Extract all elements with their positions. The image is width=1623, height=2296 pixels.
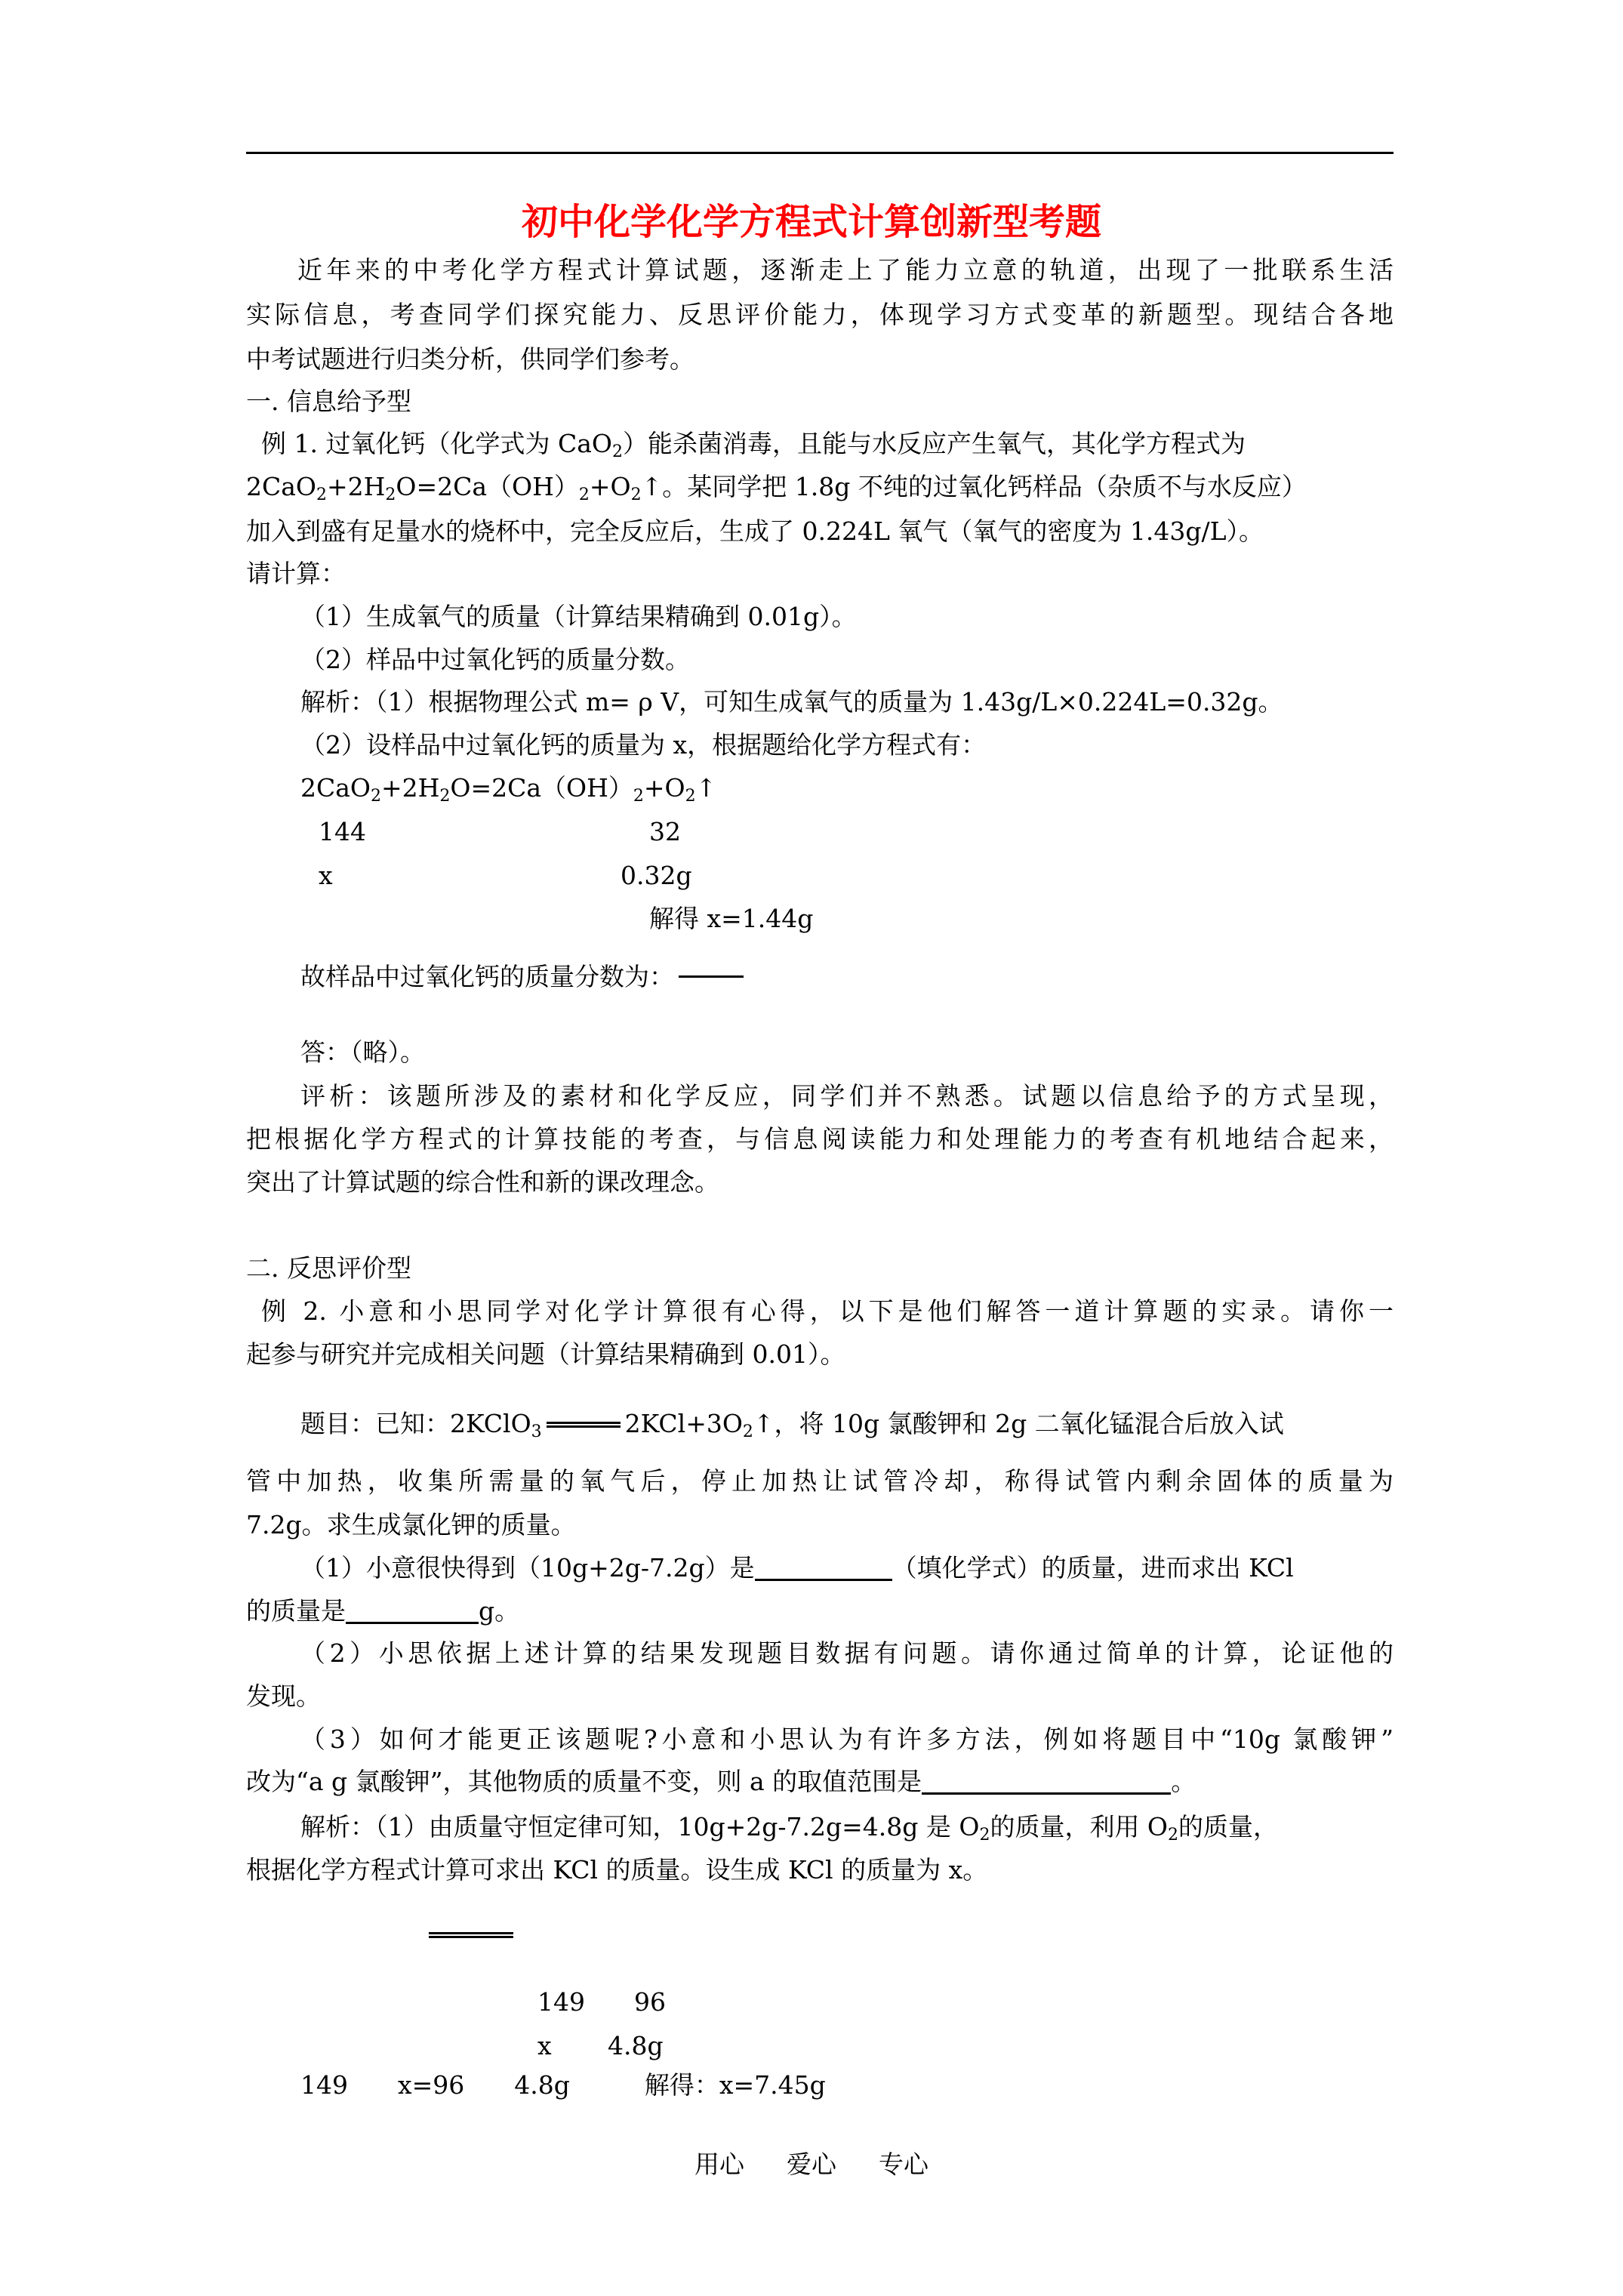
solved-value: 解得 x=1.44g (649, 904, 814, 933)
example2-line-1: 例 2. 小意和小思同学对化学计算很有心得，以下是他们解答一道计算题的实录。请你一 (261, 1296, 1394, 1326)
ratio-right-1: 32 (649, 817, 681, 846)
example1-line-1: 例 1. 过氧化钙（化学式为 CaO$_2$）能杀菌消毒，且能与水反应产生氧气，其化学方程式为 (261, 429, 1246, 461)
reaction-condition-bar-2 (429, 1932, 513, 1938)
q2-line-1: （2）小思依据上述计算的结果发现题目数据有问题。请你通过简单的计算，论证他的 (300, 1638, 1394, 1668)
page-footer (0, 2148, 1623, 2181)
reaction-condition-bar (547, 1422, 621, 1428)
footer-word-2: 爱心 (787, 2150, 836, 2179)
intro-line-1: 近年来的中考化学方程式计算试题，逐渐走上了能力立意的轨道，出现了一批联系生活 (297, 255, 1394, 285)
q1-line-2: 的质量是 g。 (246, 1596, 520, 1626)
problem-line-1: 题目：已知：2KClO$_3$ $2KCl+3O_2↑$，将 10g 氯酸钾和 2g 二氧化锰混合后放入试 (300, 1409, 1284, 1441)
q1-line-1: （1）小意很快得到（10g+2g-7.2g）是 （填化学式）的质量，进而求出 KCl (300, 1553, 1294, 1583)
header-rule (246, 152, 1394, 154)
mass-fraction-line: 故样品中过氧化钙的质量分数为： (300, 960, 744, 994)
final-calculation: 149 x=96 4.8g 解得：x=7.45g (300, 2070, 826, 2100)
fraction-bar (679, 975, 744, 978)
ratio-left-2: x (319, 861, 333, 890)
footer-word-3: 专心 (879, 2150, 929, 2179)
intro-line-3: 中考试题进行归类分析，供同学们参考。 (246, 344, 694, 374)
mass-ratio-left-2: x (537, 2031, 552, 2060)
section2-heading: 二. 反思评价型 (246, 1253, 411, 1283)
solution-line-2: （2）设样品中过氧化钙的质量为 x，根据题给化学方程式有： (300, 730, 987, 760)
reaction-equation: $2CaO_2+2H_2O=2Ca(OH)_2+O_2↑$ (300, 773, 717, 806)
problem-line-2: 管中加热，收集所需量的氧气后，停止加热让试管冷却，称得试管内剩余固体的质量为 (246, 1466, 1394, 1496)
example1-line-4: 请计算： (246, 559, 346, 588)
example2-line-2: 起参与研究并完成相关问题（计算结果精确到 0.01）。 (246, 1339, 845, 1369)
ratio-right-2: 0.32g (621, 861, 692, 890)
example1-line-3: 加入到盛有足量水的烧杯中，完全反应后，生成了 0.224L 氧气（氧气的密度为 1.43g/L）。 (246, 516, 1264, 546)
example1-equation-line: $2CaO_2+2H_2O=2Ca(OH)_2+O_2↑$。某同学把 1.8g 不纯的过氧化钙样品（杂质不与水反应） (246, 472, 1307, 504)
mass-ratio-right-2: 4.8g (608, 2031, 664, 2060)
comment-line-3: 突出了计算试题的综合性和新的课改理念。 (246, 1167, 719, 1197)
intro-line-2: 实际信息，考查同学们探究能力、反思评价能力，体现学习方式变革的新题型。现结合各地 (246, 300, 1394, 329)
question2: （2）样品中过氧化钙的质量分数。 (300, 645, 690, 674)
section1-heading: 一. 信息给予型 (246, 387, 411, 416)
q3-line-2: 改为“a g 氯酸钾”，其他物质的质量不变，则 a 的取值范围是 。 (246, 1767, 1196, 1796)
analysis-line-2: 根据化学方程式计算可求出 KCl 的质量。设生成 KCl 的质量为 x。 (246, 1855, 988, 1885)
problem-line-3: 7.2g。求生成氯化钾的质量。 (246, 1510, 576, 1539)
ratio-left-1: 144 (319, 817, 366, 846)
comment-line-2: 把根据化学方程式的计算技能的考查，与信息阅读能力和处理能力的考查有机地结合起来， (246, 1124, 1394, 1154)
analysis-line-1: 解析：（1）由质量守恒定律可知，10g+2g-7.2g=4.8g 是 $O_2$的质量，利用 $O_2$的质量， (300, 1812, 1278, 1845)
question1: （1）生成氧气的质量（计算结果精确到 0.01g）。 (300, 602, 857, 631)
comment-line-1: 评析：该题所涉及的素材和化学反应，同学们并不熟悉。试题以信息给予的方式呈现， (300, 1081, 1394, 1111)
q3-line-1: （3）如何才能更正该题呢?小意和小思认为有许多方法，例如将题目中“10g 氯酸钾” (300, 1724, 1394, 1754)
answer-blank-formula[interactable] (755, 1553, 892, 1581)
footer-word-1: 用心 (694, 2150, 744, 2179)
q2-line-2: 发现。 (246, 1681, 321, 1711)
answer-blank-range[interactable] (922, 1767, 1171, 1795)
equation-placeholder (429, 1918, 513, 1951)
page-title: 初中化学化学方程式计算创新型考题 (521, 201, 1101, 243)
answer: 答：（略）。 (300, 1037, 425, 1067)
mass-ratio-left-1: 149 (537, 1987, 585, 2017)
answer-blank-mass[interactable] (346, 1596, 479, 1624)
solution-line-1: 解析：（1）根据物理公式 m= ρ V，可知生成氧气的质量为 1.43g/L×0.224L=0.32g。 (300, 687, 1283, 717)
mass-ratio-right-1: 96 (634, 1987, 666, 2017)
